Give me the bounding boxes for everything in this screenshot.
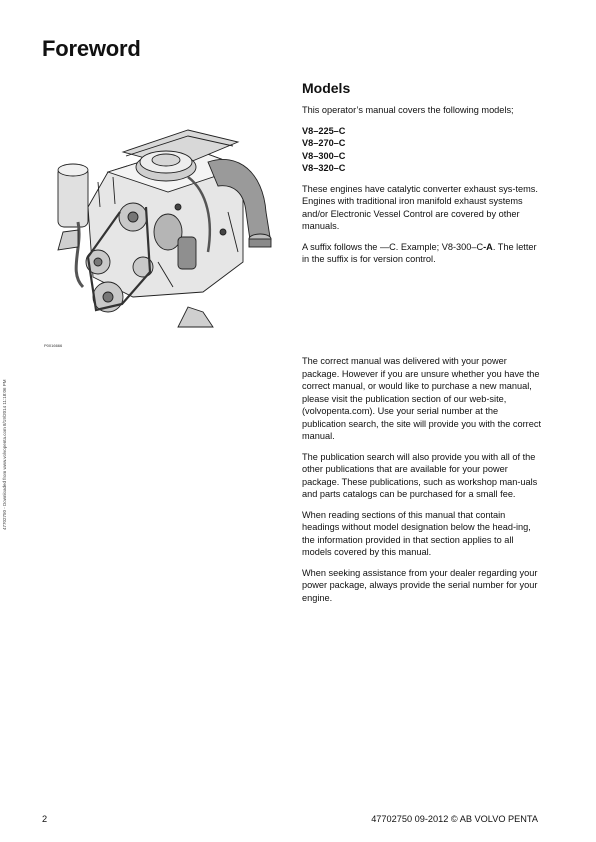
download-note: 47702750 - Downloaded from www.volvopenta.com 8/19/2014 11:18:06 PM bbox=[2, 379, 7, 530]
model-list bbox=[302, 125, 544, 175]
model-item: V8–300–C bbox=[302, 150, 346, 161]
suffix-text-after: . The letter in the suffix is for version control. bbox=[302, 241, 537, 264]
page-number: 2 bbox=[42, 814, 48, 824]
page-title: Foreword bbox=[42, 36, 141, 61]
body-paragraph-correct-manual: The correct manual was delivered with your power package. However if you are unsure whether you have the correct manual, or would like to purchase a new manual, please visit the publication section of our web-site, (volvopenta.com). Use your serial number at the publication search, the site will provide you with the correct manual. bbox=[302, 356, 541, 441]
body-paragraph-dealer: When seeking assistance from your dealer regarding your power package, always provide the serial number for your engine. bbox=[302, 567, 538, 603]
body-section bbox=[302, 355, 544, 612]
body-paragraph-headings: When reading sections of this manual that contain headings without model designation below the head-ing, the information provided in that section applies to all models covered by this manual. bbox=[302, 509, 531, 557]
figure-code: P0016666 bbox=[44, 343, 63, 348]
model-item: V8–225–C bbox=[302, 125, 346, 136]
catalytic-note bbox=[302, 183, 544, 233]
body-paragraph-publication-search: The publication search will also provide you with all of the other publications that are available for your power package. These publications, such as workshop man-uals and parts catalogs can be purchased for a small fee. bbox=[302, 451, 538, 499]
suffix-example: -A bbox=[483, 241, 493, 252]
models-intro: This operator’s manual covers the following models; bbox=[302, 105, 514, 115]
engine-illustration bbox=[38, 112, 288, 330]
suffix-text-before: A suffix follows the —C. Example; V8-300–C bbox=[302, 241, 484, 252]
suffix-note bbox=[302, 241, 544, 266]
models-heading: Models bbox=[302, 80, 351, 96]
model-item: V8–270–C bbox=[302, 138, 346, 148]
footer-reference: 47702750 09-2012 © AB VOLVO PENTA bbox=[371, 814, 538, 824]
model-item: V8–320–C bbox=[302, 163, 346, 173]
models-section bbox=[302, 104, 544, 274]
catalytic-line-2: Engines with traditional iron manifold exhaust systems and/or Electronic Vessel Control are covered by other manuals. bbox=[302, 196, 523, 231]
catalytic-line-1: These engines have catalytic converter exhaust sys-tems. bbox=[302, 183, 538, 194]
